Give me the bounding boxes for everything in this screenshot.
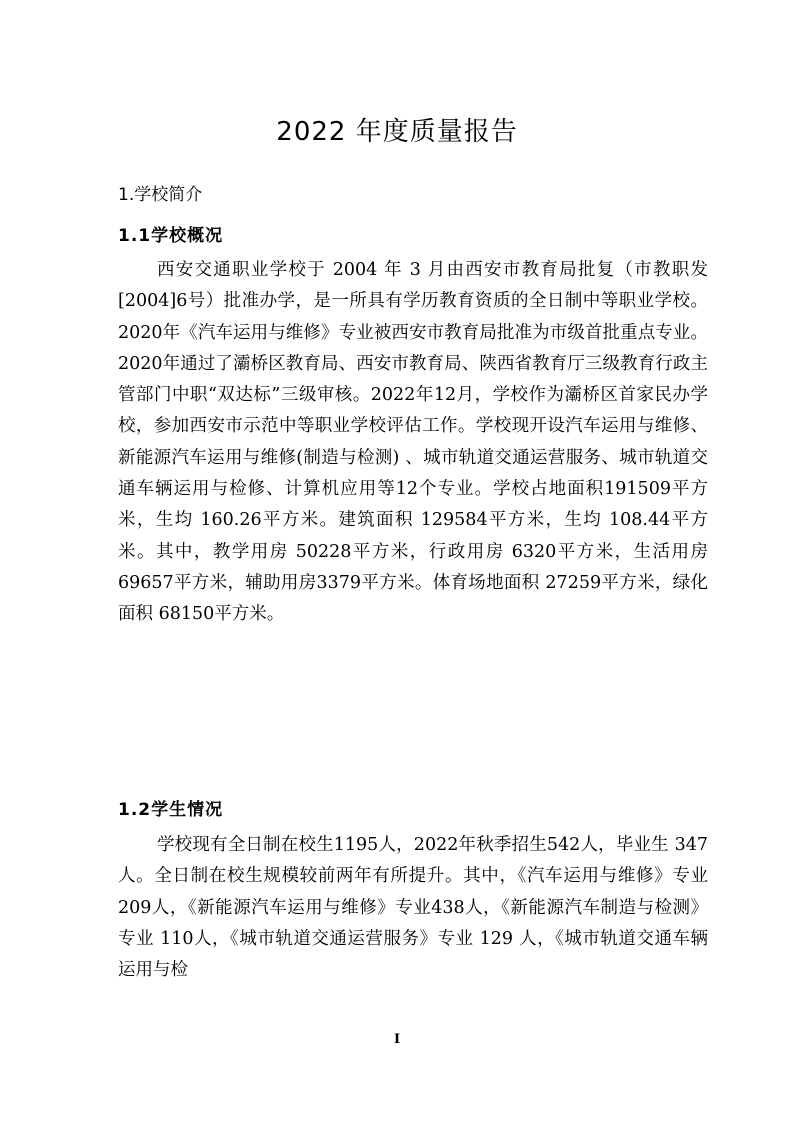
paragraph-school-overview: 西安交通职业学校于 2004 年 3 月由西安市教育局批复（市教职发 [2004]6号）批准办学，是一所具有学历教育资质的全日制中等职业学校。2020年《汽车运用与维修》专业被西安市教育局批准为市级首批重点专业。2020年通过了灞桥区教育局、西安市教育局、陕西省教育厅三级教育行政主管部门中职“双达标”三级审核。2022年12月，学校作为灞桥区首家民办学校，参加西安市示范中等职业学校评估工作。学校现开设汽车运用与维修、新能源汽车运用与维修(制造与检测) 、城市轨道交通运营服务、城市轨道交通车辆运用与检修、计算机应用等12个专业。学校占地面积191509平方米，生均 160.26平方米。建筑面积 129584平方米，生均 108.44平方米。其中，教学用房 50228平方米，行政用房 6320平方米，生活用房 69657平方米，辅助用房3379平方米。体育场地面积 27259平方米，绿化面积 68150平方米。 bbox=[118, 260, 708, 625]
subsection-heading-school-overview: 1.1学校概况 bbox=[118, 226, 224, 246]
paragraph-student-situation: 学校现有全日制在校生1195人，2022年秋季招生542人，毕业生 347人。全日制在校生规模较前两年有所提升。其中，《汽车运用与维修》专业 209人，《新能源汽车运用与维修》专业438人，《新能源汽车制造与检测》专业 110人，《城市轨道交通运营服务》专业 129 人，《城市轨道交通车辆运用与检 bbox=[118, 835, 708, 981]
document-title: 2022 年度质量报告 bbox=[276, 117, 518, 147]
page-number: I bbox=[393, 1032, 401, 1047]
section-heading-school-intro: 1.学校简介 bbox=[118, 185, 203, 205]
subsection-heading-student-situation: 1.2学生情况 bbox=[118, 800, 224, 820]
